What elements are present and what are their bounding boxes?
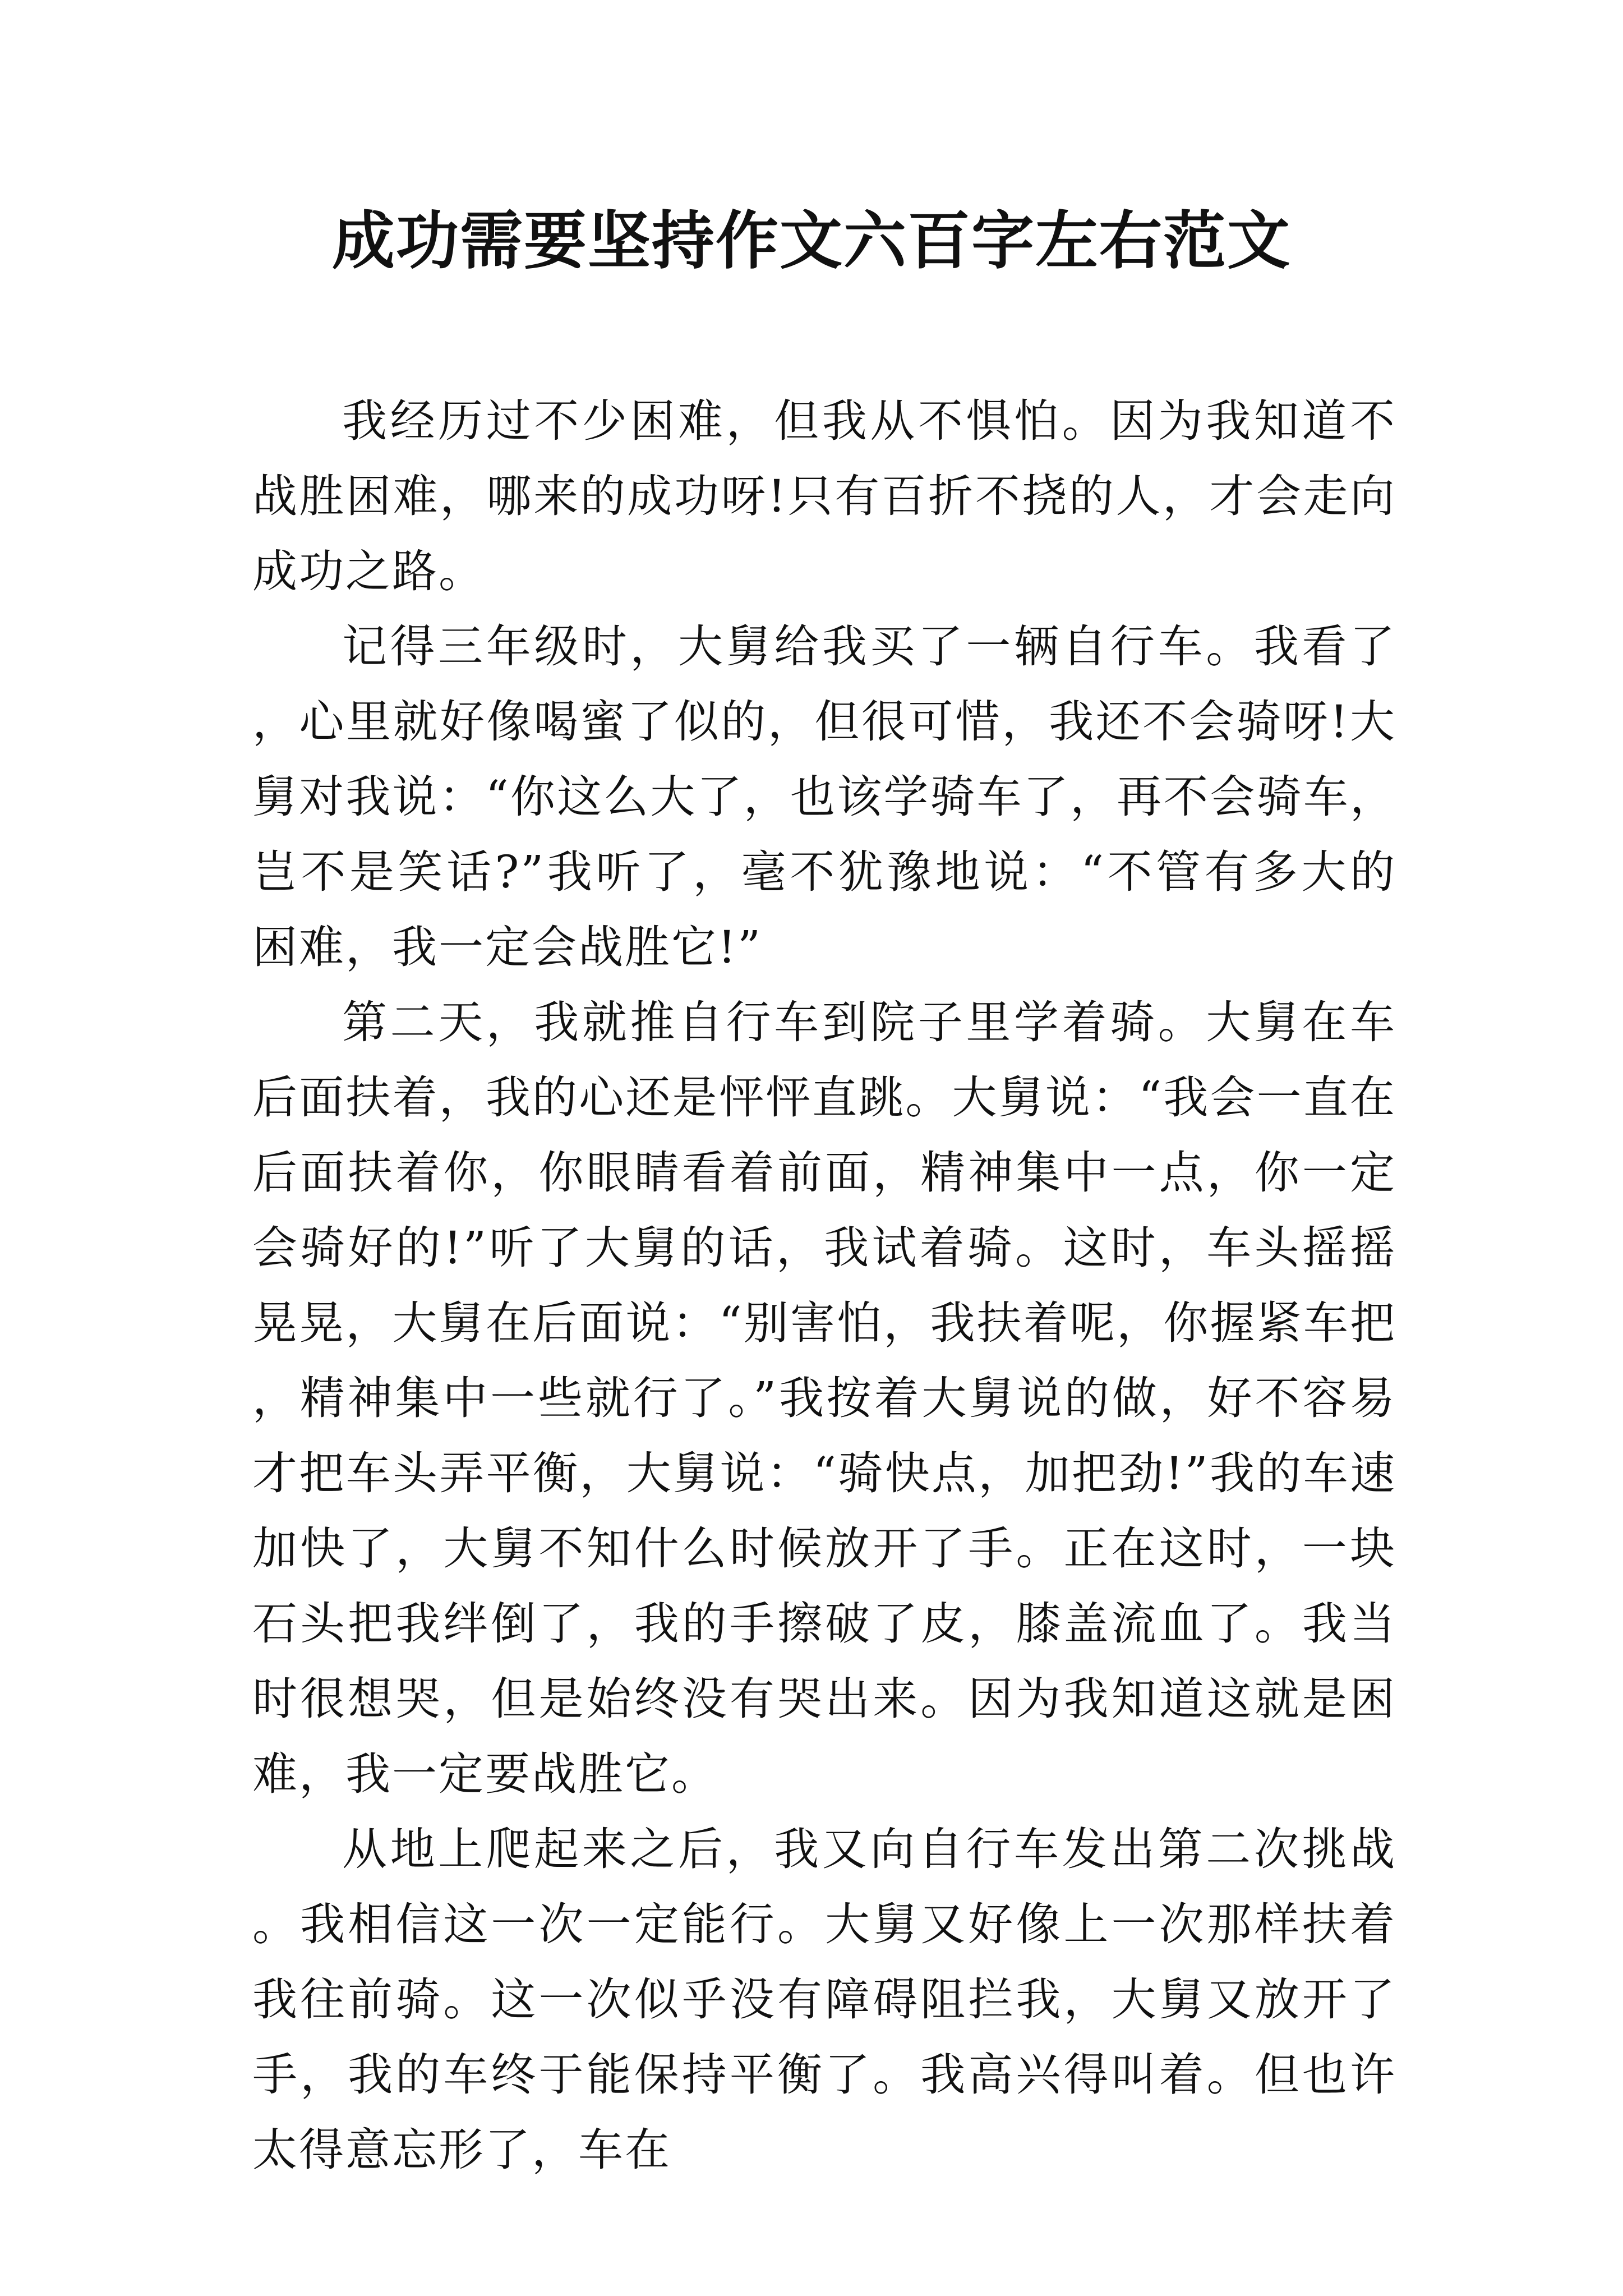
paragraph: 从地上爬起来之后，我又向自行车发出第二次挑战。我相信这一次一定能行。大舅又好像上一次那样扶着我往前骑。这一次似乎没有障碍阻拦我，大舅又放开了手，我的车终于能保持平衡了。我高兴得叫着。但也许太得意忘形了，车在 <box>252 1823 1396 2176</box>
paragraph: 记得三年级时，大舅给我买了一辆自行车。我看了，心里就好像喝蜜了似的，但很可惜，我还不会骑呀!大舅对我说：“你这么大了，也该学骑车了，再不会骑车，岂不是笑话?”我听了，毫不犹豫地说：“不管有多大的困难，我一定会战胜它!” <box>252 620 1396 973</box>
document-body <box>252 384 1396 2188</box>
document-title: 成功需要坚持作文六百字左右范文 <box>332 204 1291 278</box>
paragraph: 我经历过不少困难，但我从不惧怕。因为我知道不战胜困难，哪来的成功呀!只有百折不挠的人，才会走向成功之路。 <box>252 395 1396 597</box>
paragraph: 第二天，我就推自行车到院子里学着骑。大舅在车后面扶着，我的心还是怦怦直跳。大舅说：“我会一直在后面扶着你，你眼睛看着前面，精神集中一点，你一定会骑好的!”听了大舅的话，我试着骑。这时，车头摇摇晃晃，大舅在后面说：“别害怕，我扶着呢，你握紧车把，精神集中一些就行了。”我按着大舅说的做，好不容易才把车头弄平衡，大舅说：“骑快点，加把劲!”我的车速加快了，大舅不知什么时候放开了手。正在这时，一块石头把我绊倒了，我的手擦破了皮，膝盖流血了。我当时很想哭，但是始终没有哭出来。因为我知道这就是困难，我一定要战胜它。 <box>252 996 1396 1800</box>
